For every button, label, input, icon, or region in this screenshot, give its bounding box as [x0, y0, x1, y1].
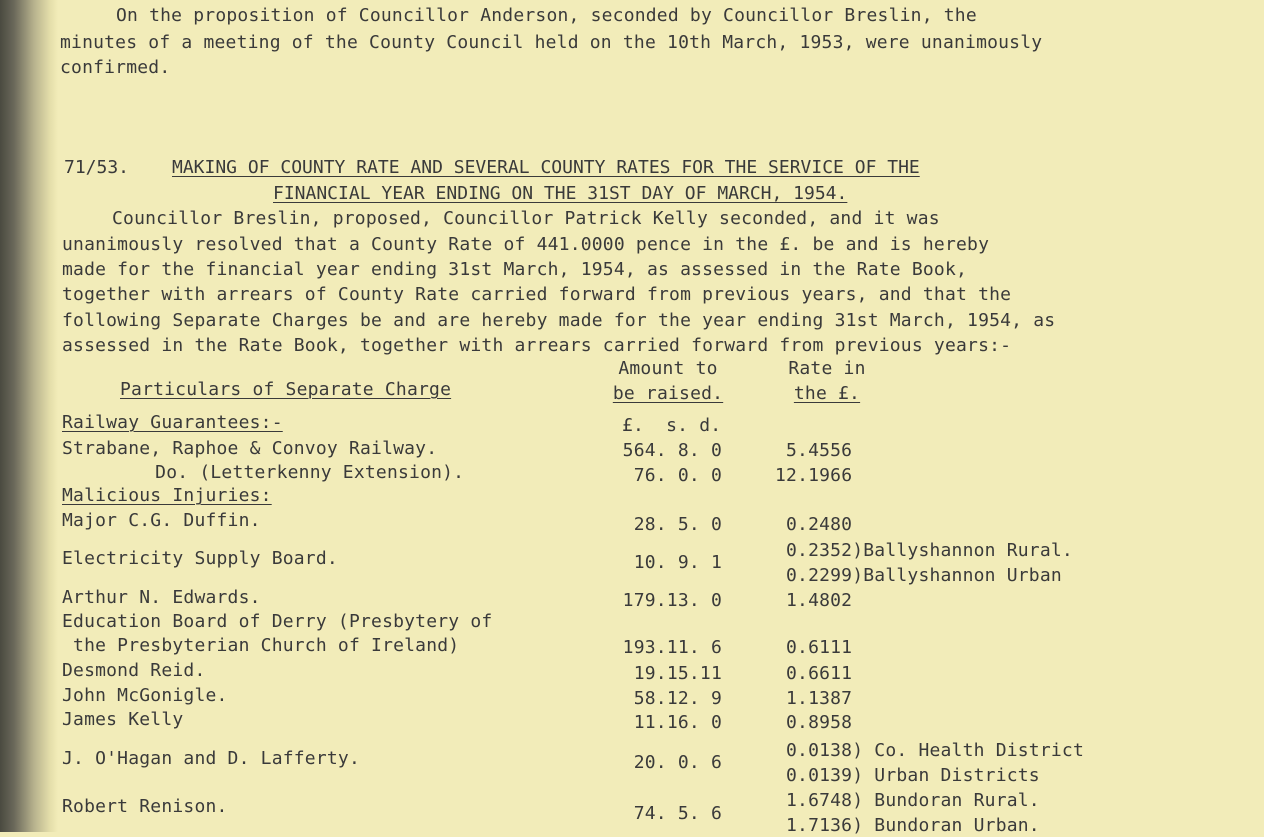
row-rate-note: 0.2299)Ballyshannon Urban: [786, 565, 1062, 586]
row-rate: 1.1387: [786, 688, 853, 709]
row-name: Arthur N. Edwards.: [62, 587, 261, 608]
intro-line-3: confirmed.: [60, 57, 171, 78]
row-rate-note: 0.0139) Urban Districts: [786, 765, 1040, 786]
body-line-5: following Separate Charges be and are hereby made for the year ending 31st March, 1954, as: [62, 310, 1056, 331]
row-name: the Presbyterian Church of Ireland): [62, 635, 460, 656]
row-name: Education Board of Derry (Presbytery of: [62, 611, 493, 632]
row-amount: 28. 5. 0: [633, 514, 722, 535]
row-rate: 0.6111: [786, 637, 853, 658]
row-name: Strabane, Raphoe & Convoy Railway.: [62, 438, 438, 459]
rate-header-line-1: Rate in: [788, 358, 866, 379]
rate-header-line-2: the £.: [793, 383, 861, 404]
row-name: Do. (Letterkenny Extension).: [100, 462, 465, 483]
body-line-1: Councillor Breslin, proposed, Councillor Patrick Kelly seconded, and it was: [112, 208, 940, 229]
row-name: Desmond Reid.: [62, 660, 206, 681]
row-rate: 0.8958: [786, 712, 853, 733]
body-line-3: made for the financial year ending 31st March, 1954, as assessed in the Rate Book,: [62, 259, 968, 280]
body-line-4: together with arrears of County Rate carried forward from previous years, and that the: [62, 284, 1012, 305]
row-amount: 10. 9. 1: [633, 552, 722, 573]
body-line-6: assessed in the Rate Book, together with arrears carried forward from previous years:-: [62, 335, 1012, 356]
row-rate: 1.6748) Bundoran Rural.: [786, 790, 1040, 811]
section-title-line-1: MAKING OF COUNTY RATE AND SEVERAL COUNTY RATES FOR THE SERVICE OF THE: [172, 157, 920, 178]
row-amount: 76. 0. 0: [633, 465, 722, 486]
group-heading-railway: Railway Guarantees:-: [62, 412, 283, 433]
section-reference: 71/53.: [64, 157, 130, 178]
row-name: Major C.G. Duffin.: [62, 510, 261, 531]
row-rate: 0.6611: [786, 663, 853, 684]
row-rate: 5.4556: [786, 440, 853, 461]
row-rate: 12.1966: [775, 465, 853, 486]
row-name: Robert Renison.: [62, 796, 228, 817]
row-rate: 0.0138) Co. Health District: [786, 740, 1084, 761]
row-rate-note: 1.7136) Bundoran Urban.: [786, 815, 1040, 836]
row-amount: 11.16. 0: [633, 712, 722, 733]
row-amount: 19.15.11: [633, 663, 722, 684]
row-name: Electricity Supply Board.: [62, 548, 338, 569]
row-amount: 564. 8. 0: [622, 440, 722, 461]
group-heading-malicious: Malicious Injuries:: [62, 485, 272, 506]
row-rate: 0.2480: [786, 514, 853, 535]
row-rate: 0.2352)Ballyshannon Rural.: [786, 540, 1073, 561]
row-name: J. O'Hagan and D. Lafferty.: [62, 748, 360, 769]
row-amount: 193.11. 6: [622, 637, 722, 658]
body-line-2: unanimously resolved that a County Rate of 441.0000 pence in the £. be and is hereby: [62, 234, 990, 255]
section-title-line-2: FINANCIAL YEAR ENDING ON THE 31ST DAY OF MARCH, 1954.: [273, 183, 848, 204]
row-amount: 58.12. 9: [633, 688, 722, 709]
row-name: John McGonigle.: [62, 685, 228, 706]
amount-header-line-2: be raised.: [612, 383, 724, 404]
intro-line-1: On the proposition of Councillor Anderson, seconded by Councillor Breslin, the: [116, 5, 977, 26]
intro-line-2: minutes of a meeting of the County Council held on the 10th March, 1953, were unanimously: [60, 32, 1043, 53]
currency-units: £. s. d.: [622, 415, 722, 436]
row-name: James Kelly: [62, 709, 184, 730]
row-amount: 179.13. 0: [622, 590, 722, 611]
row-amount: 74. 5. 6: [633, 803, 722, 824]
particulars-header: Particulars of Separate Charge: [120, 379, 452, 400]
book-spine-shadow: [0, 0, 58, 832]
row-rate: 1.4802: [786, 590, 853, 611]
row-amount: 20. 0. 6: [633, 752, 722, 773]
amount-header-line-1: Amount to: [618, 358, 718, 379]
